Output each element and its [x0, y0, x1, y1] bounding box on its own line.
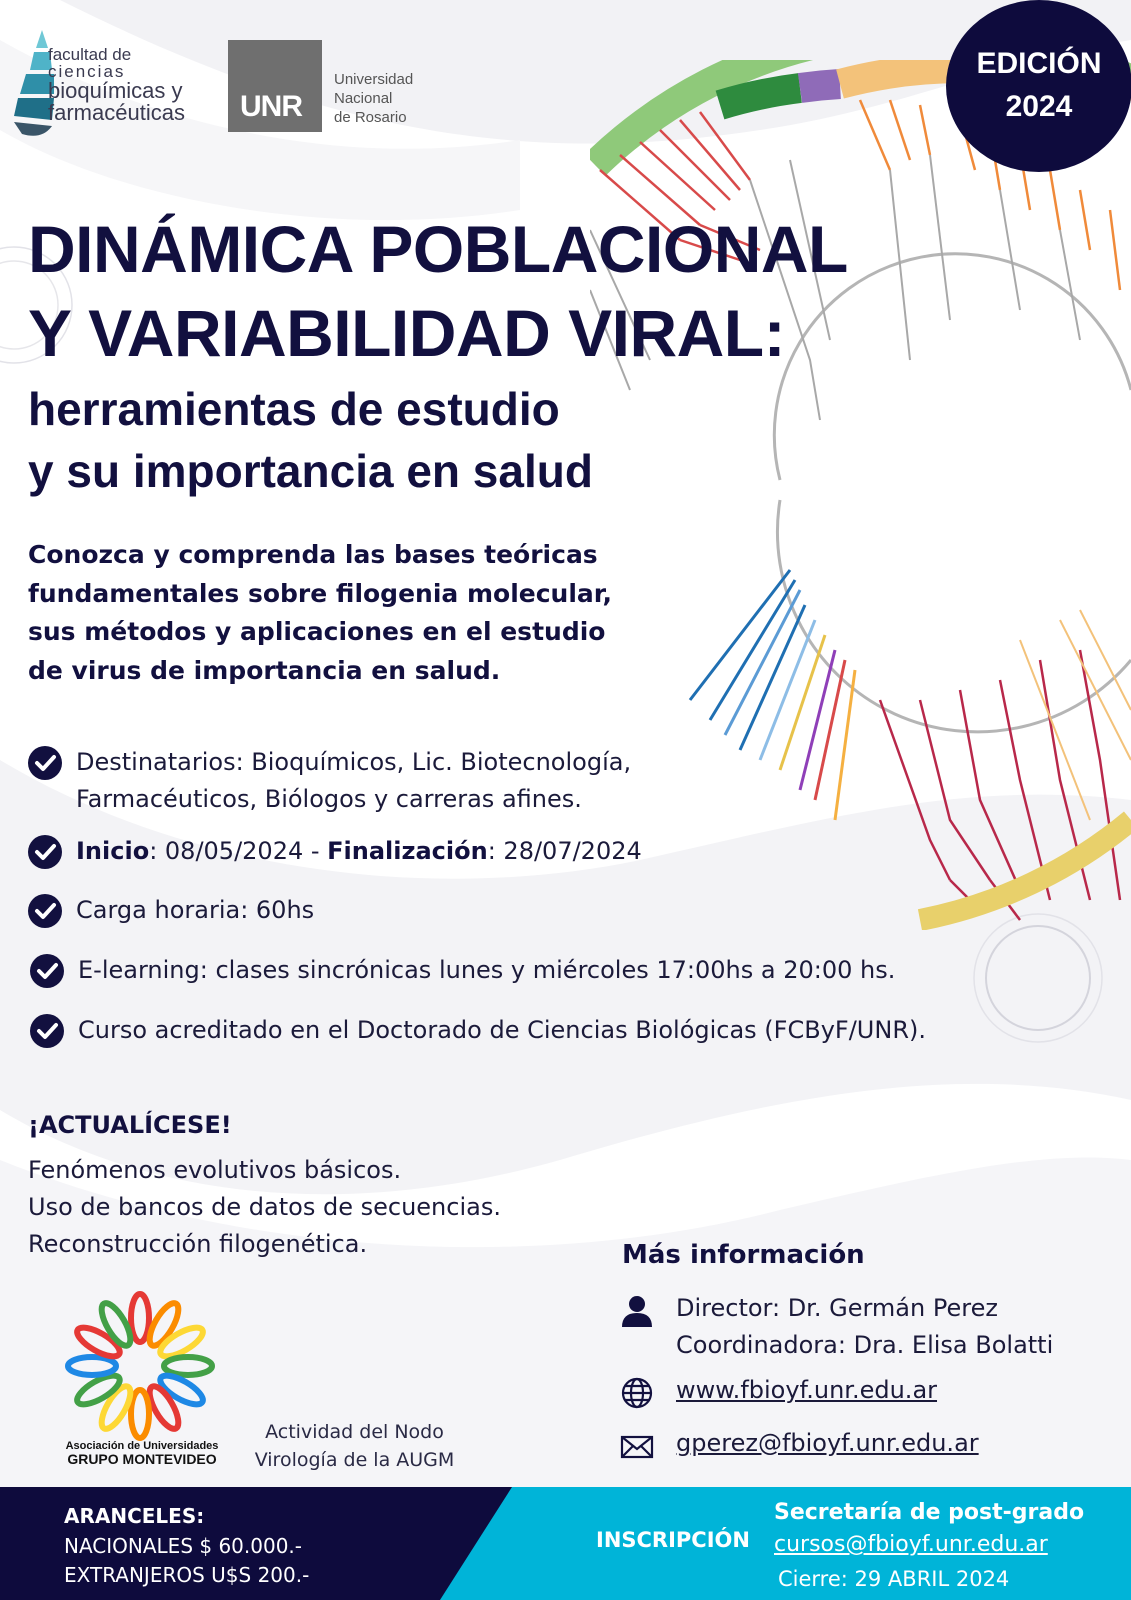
- email-link[interactable]: gperez@fbioyf.unr.edu.ar: [676, 1429, 979, 1457]
- unr-logo-name: [334, 70, 413, 127]
- unr-name-line2: Nacional: [334, 90, 393, 107]
- intro-line2: fundamentales sobre filogenia molecular,: [28, 578, 612, 608]
- faculty-logo-line2: ciencias: [48, 62, 126, 81]
- edition-badge: [946, 0, 1131, 172]
- accreditation-text: Curso acreditado en el Doctorado de Ciencias Biológicas (FCByF/UNR).: [78, 1016, 926, 1044]
- list-item: Fenómenos evolutivos básicos.: [28, 1156, 402, 1184]
- detail-dates: [28, 833, 642, 870]
- title-line2: Y VARIABILIDAD VIRAL:: [28, 296, 786, 370]
- fees-national: NACIONALES $ 60.000.-: [64, 1534, 303, 1558]
- subtitle-line1: herramientas de estudio: [28, 383, 560, 435]
- fees-label: ARANCELES:: [64, 1504, 205, 1528]
- director-text: Director: Dr. Germán Perez: [676, 1294, 998, 1322]
- list-item: Uso de bancos de datos de secuencias.: [28, 1193, 501, 1221]
- more-info-heading: Más información: [622, 1240, 865, 1270]
- elearning-text: E-learning: clases sincrónicas lunes y miércoles 17:00hs a 20:00 hs.: [78, 956, 896, 984]
- contact-website: [620, 1372, 937, 1410]
- unr-logo-acronym: UNR: [240, 90, 302, 123]
- unr-logo: [228, 40, 322, 132]
- intro-line4: de virus de importancia en salud.: [28, 655, 501, 685]
- unr-name-line3: de Rosario: [334, 109, 407, 126]
- start-label: Inicio: [76, 837, 150, 865]
- list-item: Reconstrucción filogenética.: [28, 1230, 368, 1258]
- contact-email: [620, 1425, 979, 1463]
- globe-icon: [620, 1376, 654, 1410]
- faculty-logo-line1: facultad de: [48, 45, 132, 64]
- check-circle-icon: [28, 894, 62, 928]
- detail-elearning: [30, 952, 895, 989]
- augm-caption-line1: Asociación de Universidades: [65, 1440, 219, 1452]
- start-date: : 08/05/2024 -: [149, 837, 328, 865]
- faculty-logo-line3: bioquímicas y: [48, 78, 183, 103]
- update-heading: ¡ACTUALÍCESE!: [28, 1111, 232, 1139]
- page-subtitle: [28, 378, 593, 502]
- edition-badge-year: 2024: [1005, 90, 1073, 123]
- check-circle-icon: [28, 746, 62, 780]
- unr-name-line1: Universidad: [334, 71, 414, 88]
- person-icon: [620, 1294, 654, 1328]
- registration-deadline: Cierre: 29 ABRIL 2024: [778, 1567, 1010, 1591]
- intro-line3: sus métodos y aplicaciones en el estudio: [28, 617, 606, 646]
- faculty-logo: [12, 30, 212, 140]
- audience-line1: Destinatarios: Bioquímicos, Lic. Biotecnología,: [76, 748, 632, 776]
- phylogenetic-tree-graphic: [590, 60, 1131, 930]
- detail-hours: [28, 892, 314, 929]
- contact-people: [620, 1290, 1053, 1364]
- end-label: Finalización: [327, 837, 488, 865]
- augm-nodo-text: [232, 1418, 477, 1474]
- augm-logo: [60, 1286, 220, 1446]
- secretary-email-link[interactable]: cursos@fbioyf.unr.edu.ar: [774, 1532, 1048, 1557]
- faculty-logo-line4: farmacéuticas: [48, 100, 185, 125]
- check-circle-icon: [30, 1014, 64, 1048]
- title-line1: DINÁMICA POBLACIONAL: [28, 212, 848, 286]
- subtitle-line2: y su importancia en salud: [28, 445, 593, 497]
- registration-label: INSCRIPCIÓN: [596, 1528, 750, 1552]
- nodo-line1: Actividad del Nodo: [265, 1421, 444, 1443]
- page-title: [28, 207, 848, 375]
- detail-accreditation: [30, 1012, 926, 1049]
- edition-badge-label: EDICIÓN: [976, 47, 1102, 80]
- end-date: : 28/07/2024: [487, 837, 642, 865]
- augm-caption: [62, 1440, 222, 1466]
- audience-line2: Farmacéuticos, Biólogos y carreras afines.: [76, 785, 582, 813]
- website-link[interactable]: www.fbioyf.unr.edu.ar: [676, 1376, 938, 1404]
- intro-line1: Conozca y comprenda las bases teóricas: [28, 540, 598, 569]
- check-circle-icon: [30, 954, 64, 988]
- check-circle-icon: [28, 835, 62, 869]
- intro-paragraph: [28, 536, 688, 690]
- coordinator-text: Coordinadora: Dra. Elisa Bolatti: [676, 1331, 1054, 1359]
- update-list: [28, 1152, 501, 1263]
- hours-text: Carga horaria: 60hs: [76, 896, 315, 924]
- detail-audience: [28, 744, 631, 818]
- secretary-title: Secretaría de post-grado: [774, 1500, 1085, 1525]
- augm-caption-line2: GRUPO MONTEVIDEO: [67, 1451, 217, 1467]
- fees-foreign: EXTRANJEROS U$S 200.-: [64, 1563, 310, 1587]
- mail-icon: [620, 1429, 654, 1463]
- nodo-line2: Virología de la AUGM: [254, 1449, 455, 1471]
